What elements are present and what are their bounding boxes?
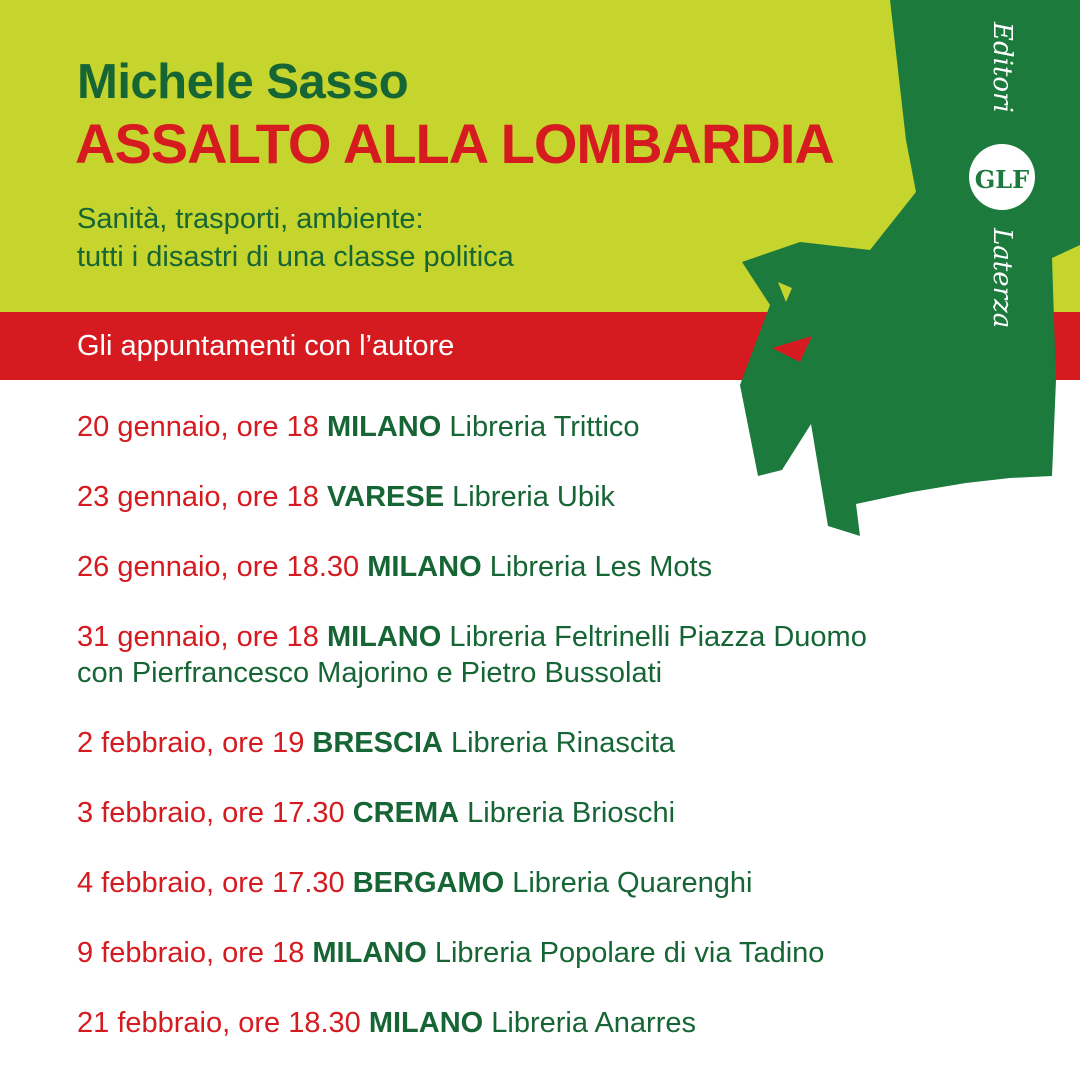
- event-venue: Libreria Feltrinelli Piazza Duomo: [449, 621, 867, 653]
- event-date: 9 febbraio, ore 18: [77, 937, 305, 969]
- publisher-logo: [944, 0, 1080, 384]
- event-city: MILANO: [326, 411, 442, 443]
- event-item: [77, 1005, 1037, 1041]
- event-item: [77, 725, 1037, 761]
- event-date: 31 gennaio, ore 18: [77, 621, 319, 653]
- event-city: MILANO: [368, 1007, 484, 1039]
- event-city: BERGAMO: [352, 867, 505, 899]
- event-venue: Libreria Ubik: [452, 481, 615, 513]
- subtitle-line-1: Sanità, trasporti, ambiente:: [77, 203, 424, 235]
- book-title: ASSALTO ALLA LOMBARDIA: [75, 112, 834, 175]
- event-city: MILANO: [312, 937, 427, 969]
- laterza-logo-icon: [944, 0, 1080, 384]
- event-item: [77, 619, 1037, 691]
- event-date: 20 gennaio, ore 18: [77, 411, 319, 443]
- event-venue: Libreria Anarres: [491, 1007, 696, 1039]
- event-item: [77, 549, 1037, 585]
- event-item: [77, 935, 1037, 971]
- publisher-word-1: Editori: [987, 22, 1017, 113]
- event-venue: Libreria Brioschi: [467, 797, 676, 829]
- events-header: Gli appuntamenti con l’autore: [77, 330, 455, 362]
- event-city: VARESE: [326, 481, 445, 513]
- subtitle-line-2: tutti i disastri di una classe politica: [77, 241, 514, 273]
- event-item: [77, 865, 1037, 901]
- event-venue: Libreria Rinascita: [450, 727, 676, 759]
- event-city: BRESCIA: [312, 727, 443, 759]
- publisher-word-2: Laterza: [987, 228, 1017, 329]
- event-date: 4 febbraio, ore 17.30: [77, 867, 345, 899]
- event-venue: Libreria Quarenghi: [512, 867, 753, 899]
- event-item: [77, 409, 1037, 445]
- event-item: [77, 795, 1037, 831]
- event-date: 2 febbraio, ore 19: [77, 727, 305, 759]
- event-city: CREMA: [352, 797, 460, 829]
- event-date: 21 febbraio, ore 18.30: [77, 1007, 361, 1039]
- publisher-monogram: GLF: [974, 165, 1030, 194]
- event-item: [77, 479, 1037, 515]
- event-venue: Libreria Les Mots: [489, 551, 713, 583]
- event-date: 3 febbraio, ore 17.30: [77, 797, 345, 829]
- author-name: Michele Sasso: [77, 55, 409, 109]
- book-subtitle: [77, 200, 514, 276]
- events-list: [77, 409, 1037, 1075]
- event-venue: Libreria Trittico: [449, 411, 640, 443]
- event-city: MILANO: [326, 621, 442, 653]
- event-city: MILANO: [367, 551, 482, 583]
- event-note: con Pierfrancesco Majorino e Pietro Bussolati: [77, 657, 663, 689]
- event-date: 23 gennaio, ore 18: [77, 481, 319, 513]
- event-date: 26 gennaio, ore 18.30: [77, 551, 360, 583]
- event-venue: Libreria Popolare di via Tadino: [434, 937, 825, 969]
